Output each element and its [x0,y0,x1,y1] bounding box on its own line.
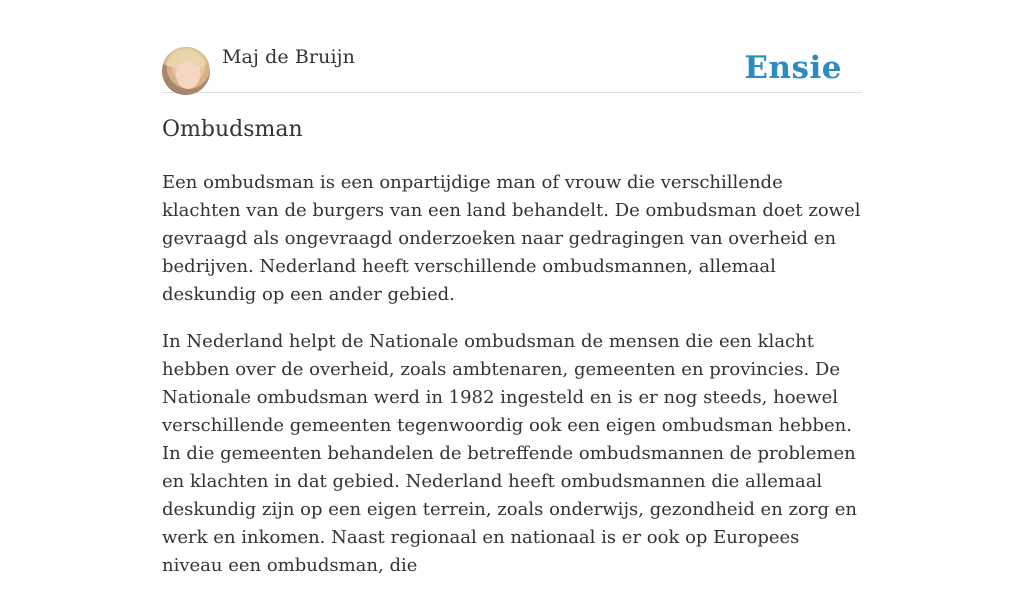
author-name[interactable]: Maj de Bruijn [222,46,355,68]
avatar-face [176,61,200,89]
paragraph: In Nederland helpt de Nationale ombudsman de mensen die een klacht hebben over de overheid, zoals ambtenaren, gemeenten en provincies. De Nationale ombudsman werd in 1982 ingesteld en is er nog steeds, hoewel verschillende gemeenten tegenwoordig ook een eigen ombudsman hebben. In die gemeenten behandelen de betreffende ombudsmannen de problemen en klachten in dat gebied. Nederland heeft ombudsmannen die allemaal deskundig zijn op een eigen terrein, zoals onderwijs, gezondheid en zorg en werk en inkomen. Naast regionaal en nationaal is er ook op Europees niveau een ombudsman, die [162,331,857,576]
page-container [162,0,862,576]
author-avatar[interactable] [162,47,210,95]
header [162,0,862,93]
paragraph: Een ombudsman is een onpartijdige man of vrouw die verschillende klachten van de burgers van een land behandelt. De ombudsman doet zowel gevraagd als ongevraagd onderzoeken naar gedragingen van overheid en bedrijven. Nederland heeft verschillende ombudsmannen, allemaal deskundig op een ander gebied. [162,172,861,305]
article-body [162,169,862,599]
brand-logo[interactable]: Ensie [744,50,842,86]
page-title: Ombudsman [162,117,303,142]
